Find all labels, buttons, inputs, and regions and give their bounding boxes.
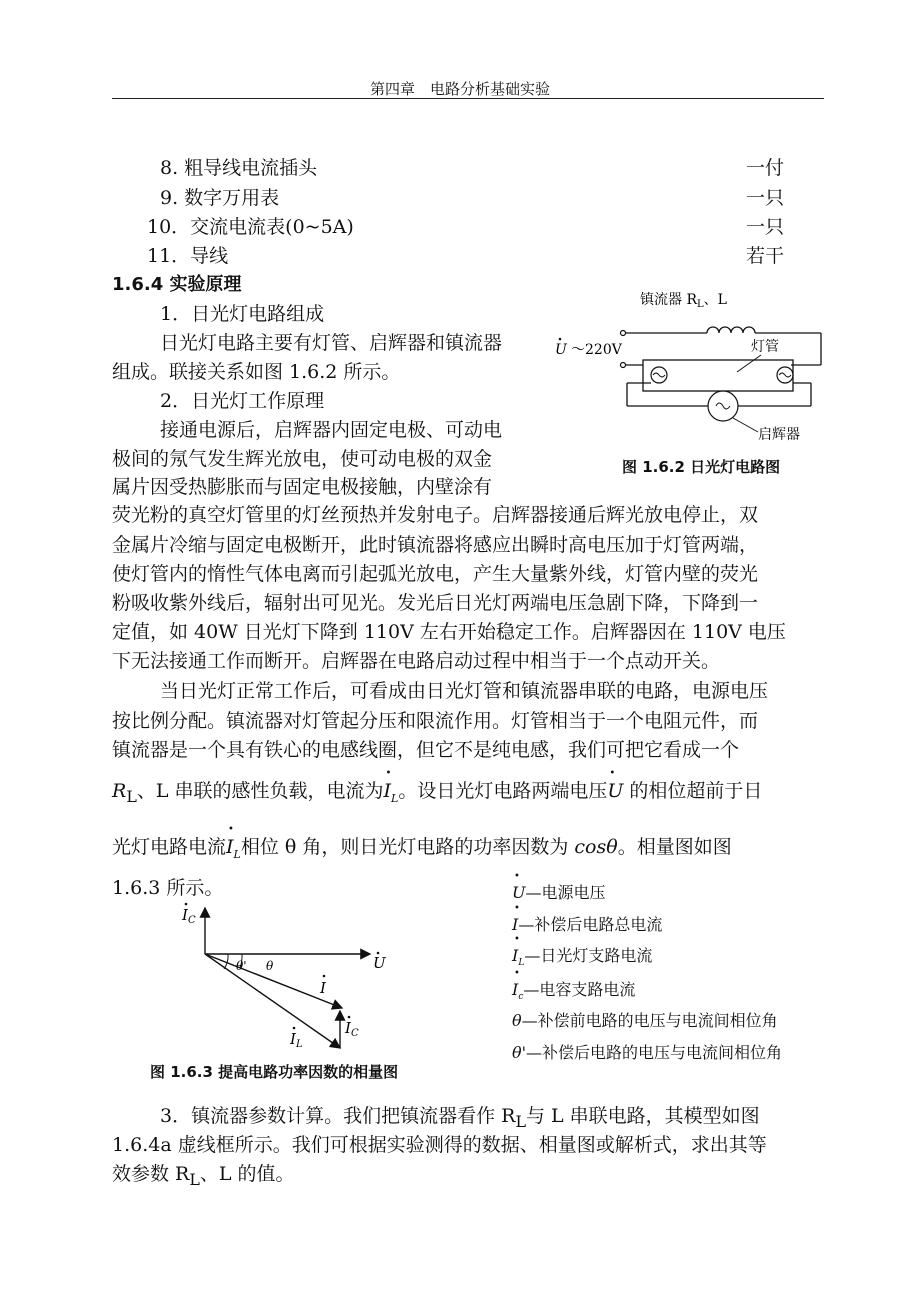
p3-line4-text1: 、L 串联的感性负载，电流为 xyxy=(136,780,384,802)
p1-line1: 日光灯电路主要有灯管、启辉器和镇流器 xyxy=(160,332,503,354)
p3-line2: 按比例分配。镇流器对灯管起分压和限流作用。灯管相当于一个电阻元件，而 xyxy=(112,710,759,732)
fluorescent-tube xyxy=(643,360,793,391)
p1-heading: 1．日光灯电路组成 xyxy=(160,303,325,325)
p3-line4 xyxy=(112,776,762,806)
p3-line5-text1: 光灯电路电流 xyxy=(112,836,227,858)
starter-label: 启辉器 xyxy=(758,427,800,443)
p3-line4-text3: 的相位超前于日 xyxy=(623,780,763,802)
fluorescent-circuit-diagram xyxy=(545,282,830,482)
legend-item-theta-prime: θ'—补偿后电路的电压与电流间相位角 xyxy=(512,1043,783,1062)
legend-item-theta: θ—补偿前电路的电压与电流间相位角 xyxy=(512,1011,778,1030)
tube-label: 灯管 xyxy=(751,339,779,355)
source-voltage: ～220V xyxy=(571,342,622,358)
inductor-coil xyxy=(707,327,755,333)
p2-line7: 粉吸收紫外线后，辐射出可见光。发光后日光灯两端电压急剧下降，下降到一 xyxy=(112,592,759,614)
phasor-il-symbol-2: • I xyxy=(226,836,234,858)
label-u: U xyxy=(373,954,386,972)
p2-line4: 荧光粉的真空灯管里的灯丝预热并发射电子。启辉器接通后辉光放电停止，双 xyxy=(112,504,759,526)
terminal-bottom xyxy=(621,363,626,368)
p4-line1: 3．镇流器参数计算。我们把镇流器看作 $R_L$与 L 串联电路，其模型如图 xyxy=(160,1105,760,1131)
label-i: I xyxy=(320,979,326,997)
fig2-caption: 图 1.6.2 日光灯电路图 xyxy=(622,458,781,476)
legend-item-i: • I—补偿后电路总电流 xyxy=(512,912,662,935)
source-u-symbol: U xyxy=(555,342,567,358)
header-rule xyxy=(112,98,824,99)
phasor-u-symbol: • U xyxy=(607,780,623,802)
p2-line3: 属片因受热膨胀而与固定电极接触，内壁涂有 xyxy=(112,476,493,498)
p3-line1: 当日光灯正常工作后，可看成由日光灯管和镇流器串联的电路，电源电压 xyxy=(160,680,769,702)
equipment-item-9: 9. 数字万用表 xyxy=(160,187,280,209)
equipment-item-10: 10．交流电流表(0~5A) xyxy=(147,216,354,238)
legend-item-il: • $I_L—$日光灯支路电流 xyxy=(512,943,652,968)
legend-item-ic: • $I_c—$电容支路电流 xyxy=(512,977,635,1002)
equipment-qty-11: 若干 xyxy=(746,245,785,267)
equipment-item-8: 8. 粗导线电流插头 xyxy=(160,157,318,179)
p4-line2: 1.6.4a 虚线框所示。我们可根据实验测得的数据、相量图或解析式，求出其等 xyxy=(112,1134,767,1156)
equipment-item-11: 11．导线 xyxy=(147,245,229,267)
label-ic-right: $I_C$ xyxy=(345,1019,359,1039)
equipment-qty-8: 一付 xyxy=(746,157,785,179)
ballast-label: 镇流器 $R_L$、L xyxy=(640,292,727,310)
p2-line2: 极间的氖气发生辉光放电，使可动电极的双金 xyxy=(112,448,493,470)
terminal-top xyxy=(621,331,626,336)
p3-line5-text3: 。相量图如图 xyxy=(617,836,732,858)
subscript-l: L xyxy=(126,786,137,806)
p3-line6: 1.6.3 所示。 xyxy=(112,877,224,899)
equipment-qty-10: 一只 xyxy=(746,216,785,238)
phasor-il-sub: L xyxy=(391,791,399,805)
label-il: $I_L$ xyxy=(290,1030,303,1050)
p2-line6: 使灯管内的惰性气体电离而引起弧光放电，产生大量紫外线，灯管内壁的荧光 xyxy=(112,563,759,585)
p2-line9: 下无法接通工作而断开。启辉器在电路启动过程中相当于一个点动开关。 xyxy=(112,650,721,672)
p2-line1: 接通电源后，启辉器内固定电极、可动电 xyxy=(160,419,503,441)
label-ic-top: $I_C$ xyxy=(182,906,196,926)
power-factor: cosθ xyxy=(574,836,618,858)
label-theta: θ xyxy=(266,959,274,973)
p3-line5 xyxy=(112,832,732,861)
p3-line4-text2: 。设日光灯电路两端电压 xyxy=(398,780,608,802)
p3-line3: 镇流器是一个具有铁心的电感线圈，但它不是纯电感，我们可把它看成一个 xyxy=(112,739,740,761)
p1-line2: 组成。联接关系如图 1.6.2 所示。 xyxy=(112,361,401,383)
phasor-il-symbol: • I xyxy=(384,780,392,802)
page-header: 第四章 电路分析基础实验 xyxy=(369,80,550,98)
p2-heading: 2．日光灯工作原理 xyxy=(160,390,325,412)
legend-item-u: • U—电源电压 xyxy=(512,880,606,903)
symbol-r: R xyxy=(112,780,127,802)
p3-line5-text2: 相位 θ 角，则日光灯电路的功率因数为 xyxy=(240,836,575,858)
p2-line5: 金属片冷缩与固定电极断开，此时镇流器将感应出瞬时高电压加于灯管两端， xyxy=(112,534,759,556)
phasor-il-sub-2: L xyxy=(233,847,241,861)
p4-line3: 效参数 $R_L$、L 的值。 xyxy=(112,1163,295,1189)
section-title: 1.6.4 实验原理 xyxy=(112,274,242,295)
phasor-diagram xyxy=(170,898,400,1058)
fig3-caption: 图 1.6.3 提高电路功率因数的相量图 xyxy=(150,1063,399,1081)
equipment-qty-9: 一只 xyxy=(746,187,785,209)
p2-line8: 定值，如 40W 日光灯下降到 110V 左右开始稳定工作。启辉器因在 110V 电压 xyxy=(112,621,786,643)
label-theta-prime: θ' xyxy=(236,959,247,973)
